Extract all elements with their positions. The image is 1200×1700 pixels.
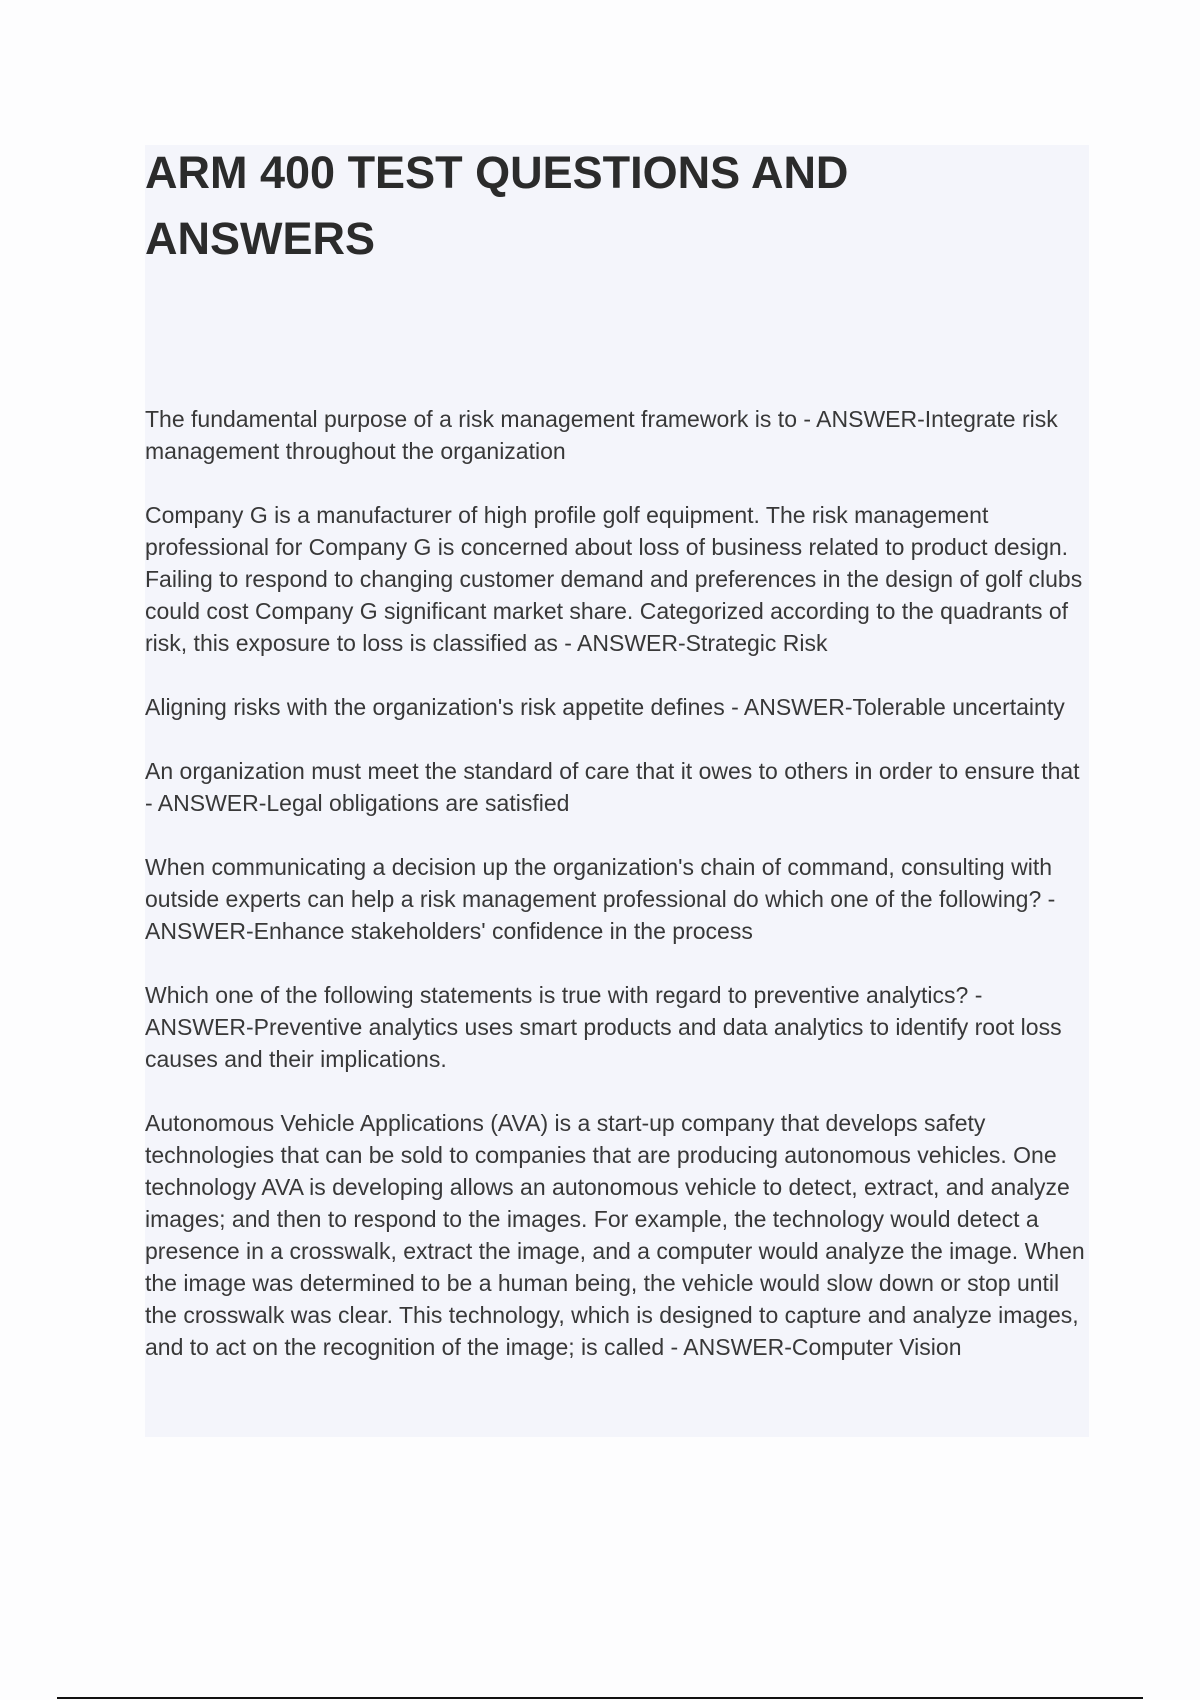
qa-item-7: Autonomous Vehicle Applications (AVA) is a start-up company that develops safety technologies that can be sold to companies that are producing autonomous vehicles. One technology AVA is developing allows an autonomous vehicle to detect, extract, and analyze images; and then to respond to the images. For example, the technology would detect a presence in a crosswalk, extract the image, and a computer would analyze the image. When the image was determined to be a human being, the vehicle would slow down or stop until the crosswalk was clear. This technology, which is designed to capture and analyze images, and to act on the recognition of the image; is called - ANSWER-Computer Vision xyxy=(145,1110,1085,1360)
qa-item-3: Aligning risks with the organization's risk appetite defines - ANSWER-Tolerable uncertainty xyxy=(145,694,1065,720)
qa-item-5: When communicating a decision up the organization's chain of command, consulting with outside experts can help a risk management professional do which one of the following? - ANSWER-Enhance stakeholders' confidence in the process xyxy=(145,854,1056,944)
footer-divider xyxy=(57,1697,1143,1699)
qa-item-6: Which one of the following statements is true with regard to preventive analytics? - ANSWER-Preventive analytics uses smart products and data analytics to identify root loss causes and their implications. xyxy=(145,982,1062,1072)
qa-item-1: The fundamental purpose of a risk management framework is to - ANSWER-Integrate risk management throughout the organization xyxy=(145,406,1058,464)
page-title: ARM 400 TEST QUESTIONS AND ANSWERS xyxy=(145,147,849,264)
qa-item-4: An organization must meet the standard of care that it owes to others in order to ensure that - ANSWER-Legal obligations are satisfied xyxy=(145,758,1080,816)
qa-item-2: Company G is a manufacturer of high profile golf equipment. The risk management professional for Company G is concerned about loss of business related to product design. Failing to respond to changing customer demand and preferences in the design of golf clubs could cost Company G significant market share. Categorized according to the quadrants of risk, this exposure to loss is classified as - ANSWER-Strategic Risk xyxy=(145,502,1083,656)
qa-list xyxy=(145,403,1090,1395)
